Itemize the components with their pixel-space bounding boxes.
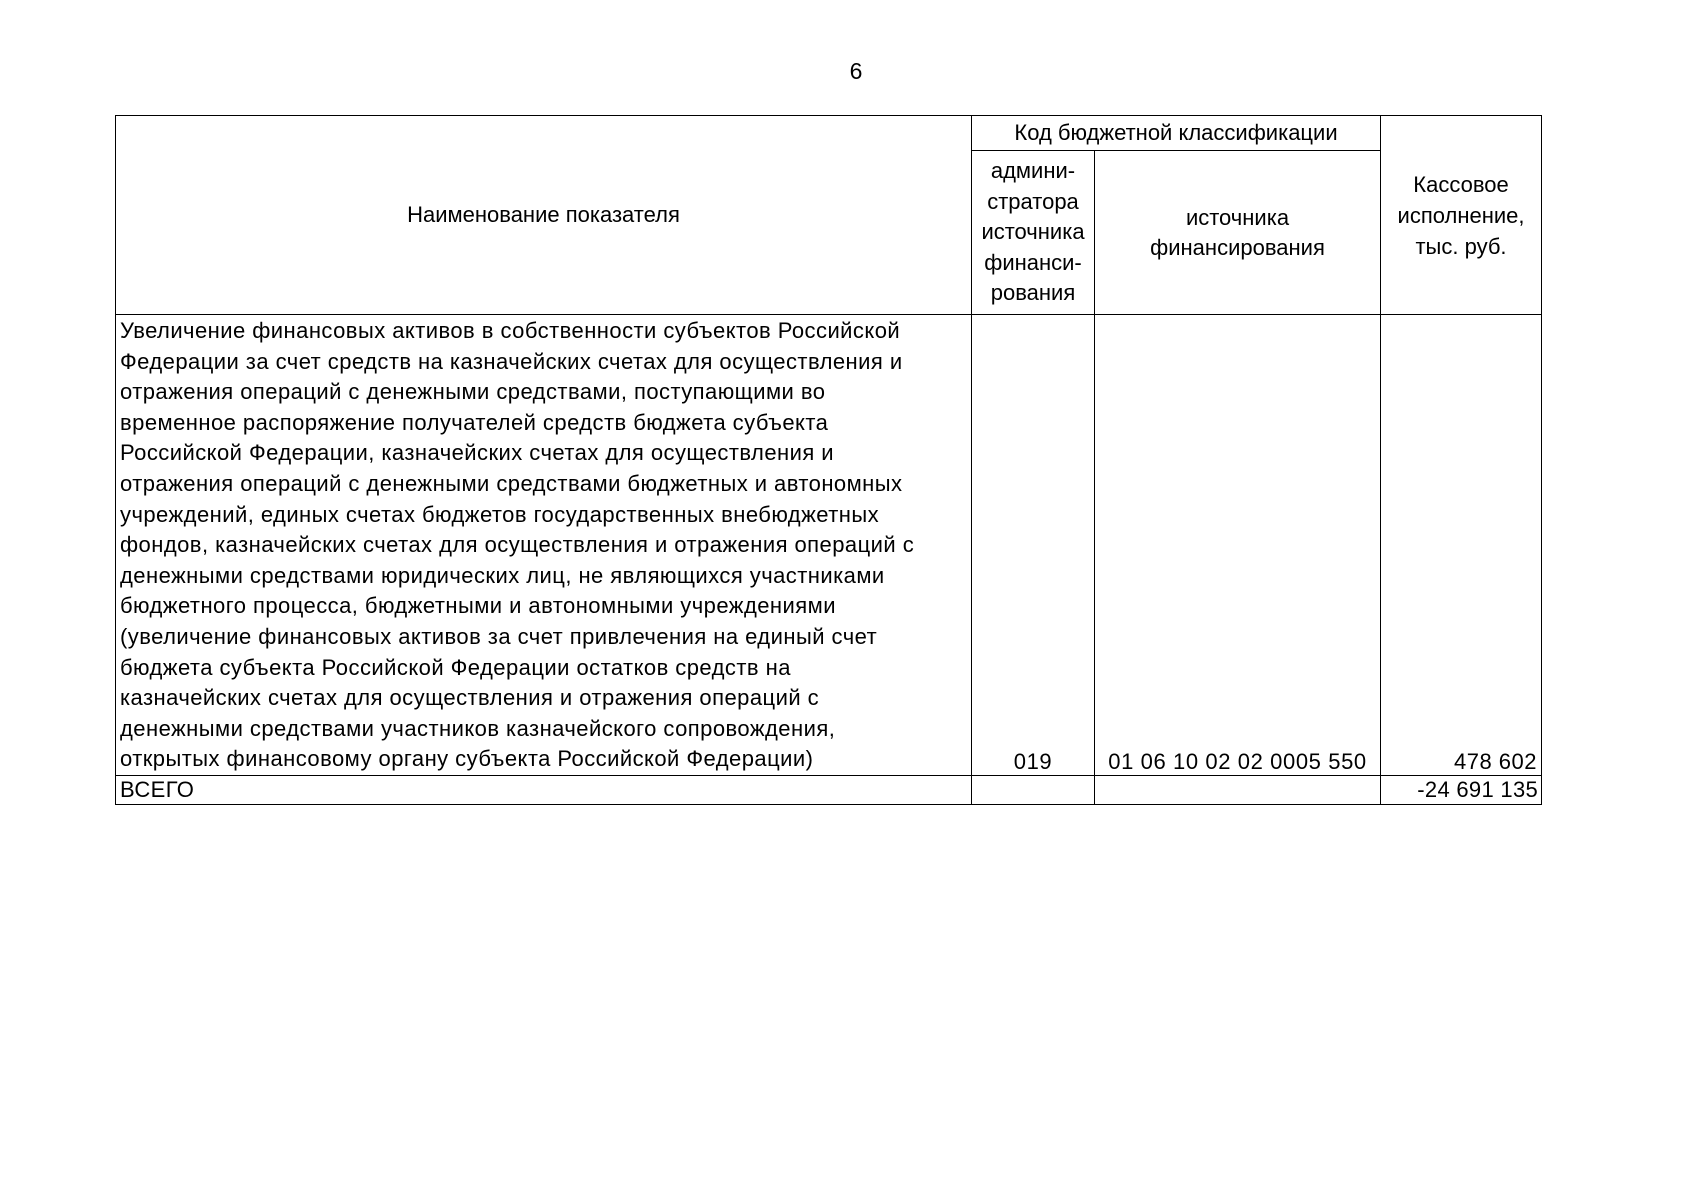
row-name-line: (увеличение финансовых активов за счет привлечения на единый счет: [120, 623, 878, 649]
total-amount: -24 691 135: [1381, 775, 1542, 804]
header-admin-line: стратора: [987, 188, 1079, 214]
row-admin-code: 019: [972, 315, 1095, 776]
budget-sources-table: [115, 115, 1542, 805]
total-admin-code: [972, 775, 1095, 804]
total-source-code: [1095, 775, 1381, 804]
header-admin-line: источника: [981, 219, 1085, 245]
header-sum-line: тыс. руб.: [1415, 233, 1507, 259]
row-indicator-name: [116, 315, 972, 776]
header-admin-line: админи-: [990, 158, 1076, 184]
total-row: [116, 775, 1542, 804]
row-name-line: денежными средствами юридических лиц, не являющихся участниками: [120, 562, 885, 588]
header-financing-source: [1095, 151, 1381, 315]
row-name-line: Увеличение финансовых активов в собственности субъектов Российской: [120, 318, 901, 343]
row-name-line: Российской Федерации, казначейских счетах для осуществления и: [120, 440, 835, 466]
row-name-line: бюджета субъекта Российской Федерации остатков средств на: [120, 654, 791, 680]
row-name-line: отражения операций с денежными средствами бюджетных и автономных: [120, 470, 903, 496]
row-name-line: учреждений, единых счетах бюджетов государственных внебюджетных: [120, 501, 880, 527]
header-admin-line: финанси-: [984, 249, 1082, 275]
header-admin-line: рования: [990, 280, 1076, 306]
header-budget-classification-code: Код бюджетной классификации: [972, 116, 1381, 151]
table-row: [116, 315, 1542, 776]
header-sum-line: исполнение,: [1397, 202, 1525, 228]
header-source-line: источника: [1185, 204, 1290, 230]
header-cash-execution: [1381, 116, 1542, 315]
row-name-line: казначейских счетах для осуществления и отражения операций с: [120, 685, 820, 711]
page-number: 6: [849, 58, 863, 84]
row-name-line: денежными средствами участников казначейского сопровождения,: [120, 715, 836, 741]
header-source-line: финансирования: [1150, 234, 1325, 260]
total-label: ВСЕГО: [116, 775, 972, 804]
header-indicator-name: Наименование показателя: [116, 116, 972, 315]
row-name-line: отражения операций с денежными средствами, поступающими во: [120, 379, 826, 405]
header-row-1: [116, 116, 1542, 151]
row-name-line: открытых финансовому органу субъекта Российской Федерации): [120, 746, 814, 772]
row-amount: 478 602: [1381, 315, 1542, 776]
row-source-code: 01 06 10 02 02 0005 550: [1095, 315, 1381, 776]
header-sum-line: Кассовое: [1413, 171, 1509, 197]
row-name-line: фондов, казначейских счетах для осуществления и отражения операций с: [120, 532, 915, 558]
row-name-line: временное распоряжение получателей средств бюджета субъекта: [120, 409, 829, 435]
row-name-line: бюджетного процесса, бюджетными и автономными учреждениями: [120, 593, 836, 619]
header-administrator: [972, 151, 1095, 315]
row-name-line: Федерации за счет средств на казначейских счетах для осуществления и: [120, 348, 903, 374]
